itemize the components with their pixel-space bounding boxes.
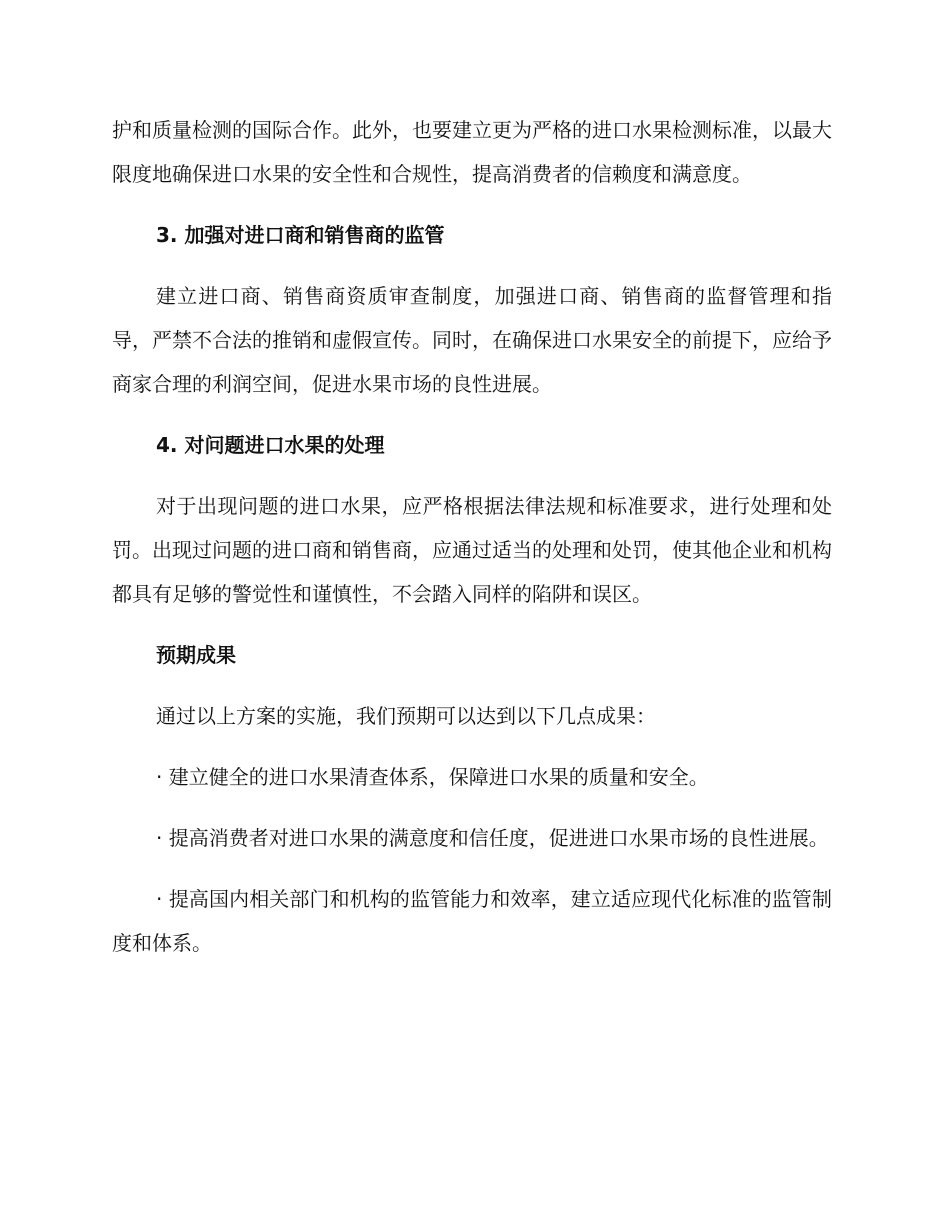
bullet-item-regulatory-capacity: · 提高国内相关部门和机构的监管能力和效率，建立适应现代化标准的监管制度和体系。: [112, 887, 832, 955]
bullet-item-consumer-satisfaction: · 提高消费者对进口水果的满意度和信任度，促进进口水果市场的良性进展。: [156, 826, 829, 850]
bullet-item-inspection-system: · 建立健全的进口水果清查体系，保障进口水果的质量和安全。: [156, 765, 709, 789]
paragraph-problem-handling: 对于出现问题的进口水果，应严格根据法律法规和标准要求，进行处理和处罚。出现过问题的进口商和销售商，应通过适当的处理和处罚，使其他企业和机构都具有足够的警觉性和谨慎性，不会踏入同样的陷阱和误区。: [112, 494, 832, 606]
paragraph-supervision: 建立进口商、销售商资质审查制度，加强进口商、销售商的监督管理和指导，严禁不合法的推销和虚假宣传。同时，在确保进口水果安全的前提下，应给予商家合理的利润空间，促进水果市场的良性进展。: [112, 284, 832, 396]
document-page: [112, 108, 832, 965]
paragraph-intl-cooperation: 护和质量检测的国际合作。此外，也要建立更为严格的进口水果检测标准，以最大限度地确保进口水果的安全性和合规性，提高消费者的信赖度和满意度。: [112, 118, 832, 186]
heading-supervision: 3. 加强对进口商和销售商的监管: [156, 223, 445, 247]
paragraph-expected-intro: 通过以上方案的实施，我们预期可以达到以下几点成果：: [156, 704, 656, 728]
heading-problem-handling: 4. 对问题进口水果的处理: [156, 433, 385, 457]
heading-expected-results: 预期成果: [156, 643, 236, 667]
